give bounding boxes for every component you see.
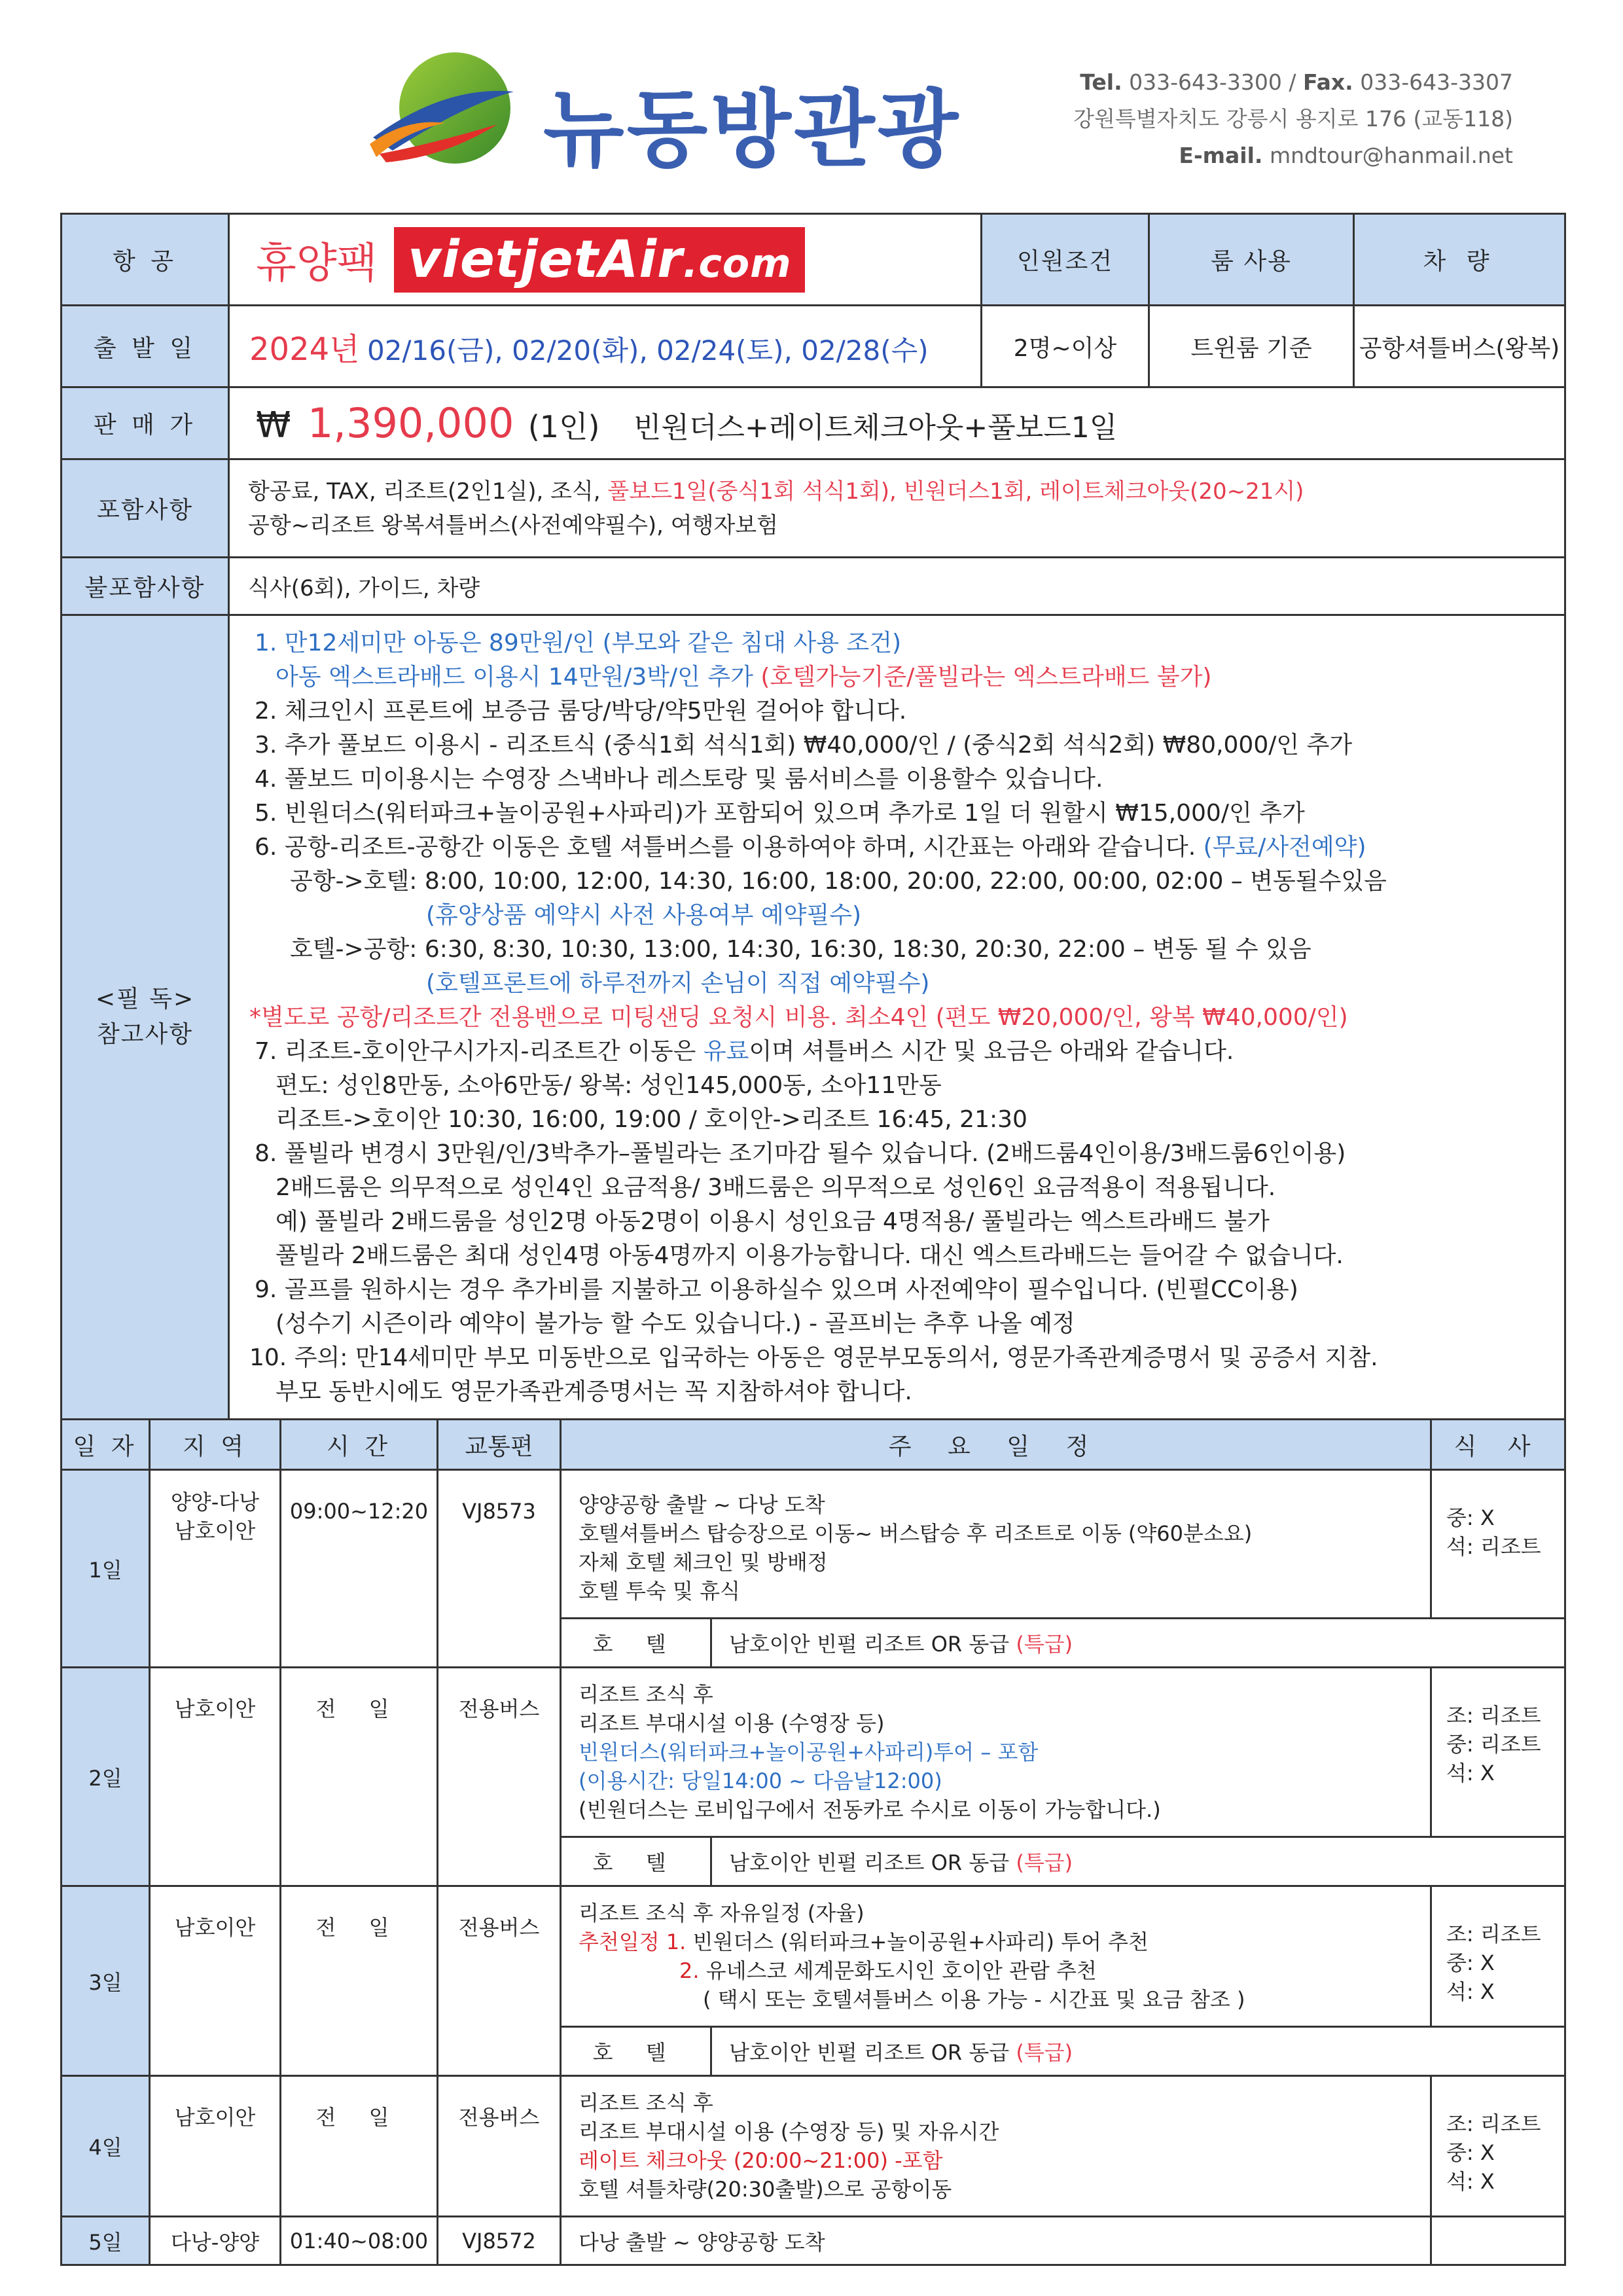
price-cell [229, 387, 1565, 459]
day2-hotel-grade: (특급) [1016, 1850, 1073, 1875]
day1-hotel-grade: (특급) [1016, 1632, 1073, 1657]
price-description: 빈원더스+레이트체크아웃+풀보드1일 [633, 411, 1118, 444]
excluded-label: 불포함사항 [62, 558, 229, 615]
vietjet-logo-text: vietjetAir [408, 230, 683, 289]
day5-region: 다낭-양양 [150, 2217, 281, 2265]
day4-meal-dinner: 석: X [1446, 2169, 1495, 2194]
day1-schedule-2: 호텔셔틀버스 탑승장으로 이동~ 버스탑승 후 리조트로 이동 (약60분소요) [579, 1521, 1253, 1546]
fax-label: Fax. [1303, 69, 1353, 95]
day3-meal-dinner: 석: X [1446, 1979, 1495, 2004]
day4-schedule [561, 2076, 1431, 2217]
day4-meal-breakfast: 조: 리조트 [1446, 2111, 1541, 2136]
price-unit: (1인) [527, 409, 600, 444]
contact-info: Tel. 033-643-3300 / Fax. 033-643-3307 강원특별자치도 강릉시 용지로 176 (교동118) E-mail. mndtour@hanmail.net [1073, 69, 1513, 168]
note-6-hotel-to-airport: 호텔->공항: 6:30, 8:30, 10:30, 13:00, 14:30, 16:30, 18:30, 20:30, 22:00 – 변동 될 수 있음 [290, 936, 1311, 963]
header-schedule: 주 요 일 정 [561, 1420, 1431, 1470]
notes-cell [229, 615, 1565, 1420]
day2-schedule [561, 1668, 1431, 1837]
day2-row [62, 1668, 1565, 1837]
company-address: 강원특별자치도 강릉시 용지로 176 (교동118) [1073, 106, 1513, 132]
day3-recommend-2: 유네스코 세계문화도시인 호이안 관람 추천 [705, 1958, 1097, 1983]
day4-schedule-2: 리조트 부대시설 이용 (수영장 등) 및 자유시간 [579, 2119, 999, 2144]
day2-schedule-4: (이용시간: 당일14:00 ~ 다음날12:00) [579, 1768, 942, 1793]
notes-label-line1: <필 독> [95, 986, 195, 1013]
notes-label [62, 615, 229, 1420]
note-6 [249, 831, 1546, 865]
day4-region: 남호이안 [150, 2076, 281, 2217]
day5-transport: VJ8572 [438, 2217, 561, 2265]
day1-schedule-4: 호텔 투숙 및 휴식 [579, 1579, 740, 1604]
day3-hotel [711, 2027, 1565, 2076]
note-8: 8. 풀빌라 변경시 3만원/인/3박추가–풀빌라는 조기마감 될수 있습니다. (2배드룸4인이용/3배드룸6인이용) [255, 1140, 1346, 1167]
vehicle-label: 차 량 [1354, 214, 1565, 306]
day1-hotel-name: 남호이안 빈펄 리조트 OR 동급 [729, 1632, 1010, 1657]
email-label: E-mail. [1179, 143, 1263, 168]
day4-row [62, 2076, 1565, 2217]
company-header [0, 0, 1623, 209]
day1-hotel [711, 1619, 1565, 1668]
day1-schedule [561, 1470, 1431, 1619]
note-7-paid: 유료 [703, 1038, 749, 1065]
note-2: 2. 체크인시 프론트에 보증금 룸당/박당/약5만원 걸어야 합니다. [255, 698, 907, 725]
day3-recommend-1: 빈원더스 (워터파크+놀이공원+사파리) 투어 추천 [692, 1929, 1149, 1954]
day3-schedule-1: 리조트 조식 후 자유일정 (자율) [579, 1901, 865, 1926]
note-1b-text: 아동 엑스트라배드 이용시 14만원/3박/인 추가 [276, 664, 753, 691]
tel-number: 033-643-3300 [1129, 69, 1282, 95]
day1-transport: VJ8573 [438, 1470, 561, 1668]
note-5: 5. 빈원더스(워터파크+놀이공원+사파리)가 포함되어 있으며 추가로 1일 더 원할시 ₩15,000/인 추가 [255, 800, 1305, 827]
note-10b: 부모 동반시에도 영문가족관계증명서는 꼭 지참하셔야 합니다. [276, 1378, 912, 1405]
note-1b-warning: (호텔가능기준/풀빌라는 엑스트라배드 불가) [760, 664, 1212, 691]
note-7 [249, 1035, 1546, 1069]
note-6-front-desk: (호텔프론트에 하루전까지 손님이 직접 예약필수) [426, 970, 930, 997]
day4-transport: 전용버스 [438, 2076, 561, 2217]
header-time: 시 간 [281, 1420, 438, 1470]
day5-label: 5일 [62, 2217, 150, 2265]
day3-recommend-2-num: 2. [679, 1958, 700, 1983]
day4-schedule-4: 호텔 셔틀차량(20:30출발)으로 공항이동 [579, 2177, 952, 2202]
day2-schedule-3: 빈원더스(워터파크+놀이공원+사파리)투어 – 포함 [579, 1740, 1039, 1765]
day2-meals [1431, 1668, 1565, 1837]
day4-time: 전 일 [281, 2076, 438, 2217]
day1-schedule-3: 자체 호텔 체크인 및 방배정 [579, 1550, 828, 1575]
day4-schedule-1: 리조트 조식 후 [579, 2090, 713, 2115]
note-1: 1. 만12세미만 아동은 89만원/인 (부모와 같은 침대 사용 조건) [255, 630, 902, 656]
note-7-fares: 편도: 성인8만동, 소아6만동/ 왕복: 성인145,000동, 소아11만동 [276, 1072, 942, 1099]
airline-label: 항 공 [62, 214, 229, 306]
day3-recommend-label: 추천일정 1. [579, 1929, 687, 1954]
day1-label: 1일 [62, 1470, 150, 1668]
room-value: 트윈룸 기준 [1149, 306, 1354, 387]
people-value: 2명~이상 [982, 306, 1149, 387]
day2-meal-lunch: 중: 리조트 [1446, 1732, 1541, 1757]
included-basic: 항공료, TAX, 리조트(2인1실), 조식, [248, 478, 601, 505]
vietjet-logo [394, 227, 805, 293]
included-line2: 공항~리조트 왕복셔틀버스(사전예약필수), 여행자보험 [248, 512, 779, 539]
day1-region [150, 1470, 281, 1668]
departure-dates-cell [229, 306, 982, 387]
day5-schedule: 다낭 출발 ~ 양양공항 도착 [561, 2217, 1431, 2265]
departure-label: 출 발 일 [62, 306, 229, 387]
note-9: 9. 골프를 원하시는 경우 추가비를 지불하고 이용하실수 있으며 사전예약이 필수입니다. (빈펄CC이용) [255, 1276, 1298, 1303]
departure-dates: 02/16(금), 02/20(화), 02/24(토), 02/28(수) [366, 334, 929, 367]
included-cell [229, 459, 1565, 558]
header-meal: 식 사 [1431, 1420, 1565, 1470]
header-transport: 교통편 [438, 1420, 561, 1470]
day2-hotel-label: 호 텔 [561, 1837, 711, 1886]
price-amount: 1,390,000 [307, 399, 514, 447]
note-8b: 2배드룸은 의무적으로 성인4인 요금적용/ 3배드룸은 의무적으로 성인6인 요금적용이 적용됩니다. [276, 1174, 1276, 1201]
note-8c: 예) 풀빌라 2배드룸을 성인2명 아동2명이 이용시 성인요금 4명적용/ 풀빌라는 엑스트라배드 불가 [276, 1208, 1270, 1235]
day1-meal-lunch: 중: X [1446, 1505, 1495, 1530]
day4-label: 4일 [62, 2076, 150, 2217]
day4-meal-lunch: 중: X [1446, 2140, 1495, 2165]
fax-number: 033-643-3307 [1360, 69, 1513, 95]
company-name: 뉴동방관광 [543, 81, 961, 179]
day3-schedule-4: ( 택시 또는 호텔셔틀버스 이용 가능 - 시간표 및 요금 참조 ) [703, 1987, 1245, 2012]
day3-schedule [561, 1886, 1431, 2027]
day2-hotel-name: 남호이안 빈펄 리조트 OR 동급 [729, 1850, 1010, 1875]
departure-year: 2024년 [249, 331, 360, 368]
day2-hotel [711, 1837, 1565, 1886]
day1-row [62, 1470, 1565, 1619]
note-7-times: 리조트->호이안 10:30, 16:00, 19:00 / 호이안->리조트 16:45, 21:30 [276, 1106, 1027, 1133]
vehicle-value: 공항셔틀버스(왕복) [1354, 306, 1565, 387]
notes-label-line2: 참고사항 [96, 1021, 194, 1048]
day1-meal-dinner: 석: 리조트 [1446, 1534, 1541, 1559]
email-address: mndtour@hanmail.net [1269, 143, 1513, 168]
package-name: 휴양팩 [256, 239, 378, 288]
day3-region: 남호이안 [150, 1886, 281, 2076]
price-currency: ₩ [256, 404, 291, 446]
summary-table [60, 213, 1566, 1420]
day1-meals [1431, 1470, 1565, 1619]
day4-meals [1431, 2076, 1565, 2217]
itinerary-table [60, 1418, 1566, 2266]
vietjet-logo-suffix: .com [683, 240, 792, 287]
note-9b: (성수기 시즌이라 예약이 불가능 할 수도 있습니다.) - 골프비는 추후 나올 예정 [276, 1310, 1075, 1337]
day3-meal-lunch: 중: X [1446, 1950, 1495, 1975]
day2-schedule-2: 리조트 부대시설 이용 (수영장 등) [579, 1711, 885, 1736]
tel-label: Tel. [1080, 69, 1122, 95]
day2-region: 남호이안 [150, 1668, 281, 1886]
day3-meals [1431, 1886, 1565, 2027]
note-6-text: 6. 공항-리조트-공항간 이동은 호텔 셔틀버스를 이용하여야 하며, 시간표는 아래와 같습니다. [255, 834, 1196, 861]
note-7-text-a: 7. 리조트-호이안구시가지-리조트간 이동은 [255, 1038, 696, 1065]
day1-region-line2: 남호이안 [174, 1518, 256, 1543]
header-region: 지 역 [150, 1420, 281, 1470]
day3-schedule-3 [579, 1956, 1417, 1985]
day3-time: 전 일 [281, 1886, 438, 2076]
note-6-reserve: (휴양상품 예약시 사전 사용여부 예약필수) [426, 902, 862, 929]
day2-meal-breakfast: 조: 리조트 [1446, 1703, 1541, 1728]
day3-hotel-name: 남호이안 빈펄 리조트 OR 동급 [729, 2040, 1010, 2065]
day5-time: 01:40~08:00 [281, 2217, 438, 2265]
day2-time: 전 일 [281, 1668, 438, 1886]
note-7-text-b: 이며 셔틀버스 시간 및 요금은 아래와 같습니다. [749, 1038, 1234, 1065]
day3-label: 3일 [62, 1886, 150, 2076]
day1-schedule-1: 양양공항 출발 ~ 다낭 도착 [579, 1492, 825, 1517]
note-8d: 풀빌라 2배드룸은 최대 성인4명 아동4명까지 이용가능합니다. 대신 엑스트라배드는 들어갈 수 없습니다. [276, 1242, 1344, 1269]
package-cell [229, 214, 982, 306]
note-3: 3. 추가 풀보드 이용시 - 리조트식 (중식1회 석식1회) ₩40,000/인 / (중식2회 석식2회) ₩80,000/인 추가 [255, 732, 1353, 759]
note-6-private-van: *별도로 공항/리조트간 전용밴으로 미팅샌딩 요청시 비용. 최소4인 (편도 ₩20,000/인, 왕복 ₩40,000/인) [249, 1004, 1348, 1031]
day1-region-line1: 양양-다낭 [170, 1490, 260, 1515]
day3-hotel-label: 호 텔 [561, 2027, 711, 2076]
room-label: 룸 사용 [1149, 214, 1354, 306]
day3-hotel-grade: (특급) [1016, 2040, 1073, 2065]
excluded-value: 식사(6회), 가이드, 차량 [229, 558, 1565, 615]
day4-schedule-3: 레이트 체크아웃 (20:00~21:00) -포함 [579, 2148, 943, 2173]
day3-transport: 전용버스 [438, 1886, 561, 2076]
day1-time: 09:00~12:20 [281, 1470, 438, 1668]
day5-row [62, 2217, 1565, 2265]
day3-row [62, 1886, 1565, 2027]
included-highlight: 풀보드1일(중식1회 석식1회), 빈원더스1회, 레이트체크아웃(20~21시) [607, 478, 1304, 505]
note-1b [249, 660, 1546, 694]
day2-label: 2일 [62, 1668, 150, 1886]
note-10: 10. 주의: 만14세미만 부모 미동반으로 입국하는 아동은 영문부모동의서, 영문가족관계증명서 및 공증서 지참. [249, 1344, 1378, 1371]
day2-meal-dinner: 석: X [1446, 1761, 1495, 1785]
header-day: 일 자 [62, 1420, 150, 1470]
globe-logo-icon [366, 46, 517, 177]
day3-meal-breakfast: 조: 리조트 [1446, 1922, 1541, 1946]
day2-transport: 전용버스 [438, 1668, 561, 1886]
included-label: 포함사항 [62, 459, 229, 558]
day5-meals [1431, 2217, 1565, 2265]
people-label: 인원조건 [982, 214, 1149, 306]
day3-schedule-2 [579, 1928, 1417, 1956]
note-4: 4. 풀보드 미이용시는 수영장 스낵바나 레스토랑 및 룸서비스를 이용할수 있습니다. [255, 766, 1103, 793]
price-label: 판 매 가 [62, 387, 229, 459]
day2-schedule-5: (빈원더스는 로비입구에서 전동카로 수시로 이동이 가능합니다.) [579, 1797, 1161, 1822]
day2-schedule-1: 리조트 조식 후 [579, 1682, 713, 1707]
note-6-airport-to-hotel: 공항->호텔: 8:00, 10:00, 12:00, 14:30, 16:00, 18:00, 20:00, 22:00, 00:00, 02:00 – 변동될수있음 [290, 868, 1387, 895]
day1-hotel-label: 호 텔 [561, 1619, 711, 1668]
note-6-tag: (무료/사전예약) [1203, 834, 1366, 861]
